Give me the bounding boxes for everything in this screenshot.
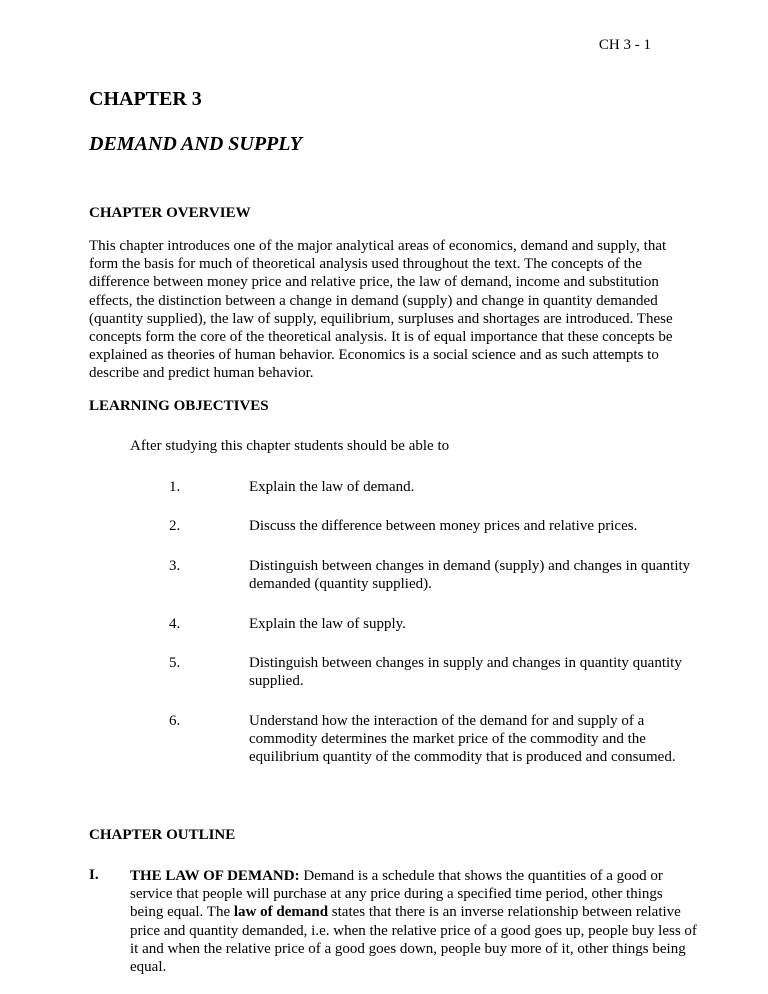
- objective-number: 4.: [169, 616, 181, 632]
- objective-number: 1.: [169, 479, 181, 495]
- outline-item-text-b: states that there is an inverse relationship between relative price and quantity demanded, i.e. when the relative price of a good goes up, people buy less of it and when the relative price of a good goes down, people buy more of it, other things being equal.: [130, 904, 697, 976]
- objective-number: 6.: [169, 713, 181, 729]
- outline-item-lead: THE LAW OF DEMAND:: [130, 868, 300, 884]
- chapter-number: CHAPTER 3: [89, 88, 202, 110]
- objective-number: 2.: [169, 518, 181, 534]
- page-number-header: CH 3 - 1: [598, 37, 651, 53]
- objective-text: Discuss the difference between money prices and relative prices.: [249, 518, 638, 534]
- objective-text: Explain the law of supply.: [249, 616, 406, 632]
- objective-item: [169, 615, 699, 633]
- outline-item-paragraph: [130, 867, 698, 976]
- outline-item-number: I.: [89, 867, 99, 883]
- overview-heading: CHAPTER OVERVIEW: [89, 205, 251, 221]
- objective-text: Distinguish between changes in demand (supply) and changes in quantity demanded (quantity supplied).: [249, 558, 691, 593]
- objective-item: [169, 478, 699, 496]
- outline-item-text-a: Demand is a schedule that shows the quantities of a good or service that people will purchase at any price during a specified time period, other things being equal. The: [130, 868, 663, 921]
- outline-item-term: law of demand: [233, 904, 329, 921]
- objective-item: [169, 712, 699, 767]
- outline-heading: CHAPTER OUTLINE: [89, 827, 236, 843]
- objective-text: Distinguish between changes in supply and changes in quantity quantity supplied.: [249, 655, 682, 690]
- objectives-heading: LEARNING OBJECTIVES: [89, 398, 269, 414]
- objective-item: [169, 557, 699, 593]
- objective-item: [169, 517, 699, 535]
- objectives-intro: After studying this chapter students should be able to: [130, 438, 450, 454]
- objective-number: 5.: [169, 655, 181, 671]
- chapter-title: DEMAND AND SUPPLY: [89, 133, 302, 155]
- objective-text: Understand how the interaction of the demand for and supply of a commodity determines the market price of the commodity and the equilibrium quantity of the commodity that is produced and consumed.: [249, 713, 676, 766]
- objective-item: [169, 654, 699, 690]
- objective-text: Explain the law of demand.: [249, 479, 415, 495]
- objective-number: 3.: [169, 558, 181, 574]
- overview-paragraph: This chapter introduces one of the major analytical areas of economics, demand and supply, that form the basis for much of theoretical analysis used throughout the text. The concepts of the difference between money price and relative price, the law of demand, income and substitution effects, the distinction between a change in demand (supply) and change in quantity demanded (quantity supplied), the law of supply, equilibrium, surpluses and shortages are introduced. These concepts form the core of the theoretical analysis. It is of equal importance that these concepts be explained as theories of human behavior. Economics is a social science and as such attempts to describe and predict human behavior.: [89, 238, 673, 382]
